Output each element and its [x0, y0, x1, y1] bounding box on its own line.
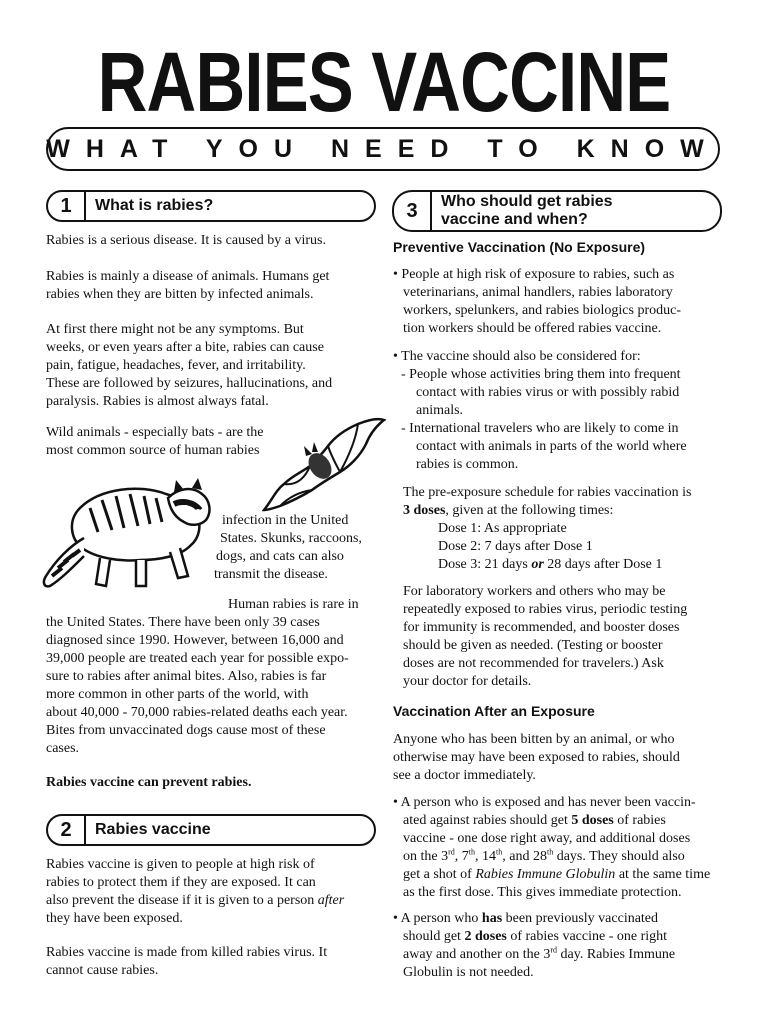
sec3-bullet-never-vaccinated: • A person who is exposed and has never been vaccin- ated against rabies should get 5 doses of rabies vaccine - one dose right away, and additional doses on the 3rd, 7th, 14th, and 28th days. They should also get a shot of Rabies Immune Globulin at the same time as the first dose. This gives immediate protection. — [393, 795, 711, 900]
sec1-bold-statement: Rabies vaccine can prevent rabies. — [46, 775, 252, 790]
section-2-title: Rabies vaccine — [95, 821, 211, 838]
sec3-after-exposure-text: Anyone who has been bitten by an animal, or who otherwise may have been exposed to rabies, should see a doctor immediately. — [393, 732, 680, 783]
sec1-paragraph-4a: Wild animals - especially bats - are the most common source of human rabies — [46, 425, 264, 458]
section-3-title: Who should get rabies vaccine and when? — [441, 193, 613, 228]
section-1-title: What is rabies? — [95, 197, 214, 214]
sec1-paragraph-3: At first there might not be any symptoms. But weeks, or even years after a bite, rabies can cause pain, fatigue, headaches, fever, and irritability. These are followed by seizures, hallucinations, and paralysis. Rabies is almost always fatal. — [46, 322, 333, 409]
sec3-heading-preventive: Preventive Vaccination (No Exposure) — [393, 239, 646, 255]
subtitle-banner: WHAT YOU NEED TO KNOW — [46, 127, 720, 171]
sec1-paragraph-2: Rabies is mainly a disease of animals. Humans get rabies when they are bitten by infected animals. — [46, 269, 330, 302]
bat-illustration — [262, 414, 386, 514]
sec1-paragraph-4b: infection in the United States. Skunks, raccoons, dogs, and cats can also transmit the disease. — [214, 513, 362, 582]
sec3-bullet-previously-vaccinated: • A person who has been previously vaccinated should get 2 doses of rabies vaccine - one right away and another on the 3rd day. Rabies Immune Globulin is not needed. — [393, 911, 676, 980]
section-1-number: 1 — [48, 192, 86, 220]
section-3-header — [392, 190, 722, 232]
sec1-paragraph-1: Rabies is a serious disease. It is caused by a virus. — [46, 233, 326, 248]
sec1-paragraph-5: Human rabies is rare in the United States. There have been only 39 cases diagnosed since 1990. However, between 16,000 and 39,000 people are treated each year for possible expo- sure to rabies after animal bites. Also, rabies is far more common in other parts of the world, with about 40,000 - 70,000 rabies-related deaths each year. Bites from unvaccinated dogs cause most of these cases. — [46, 597, 359, 756]
raccoon-illustration — [40, 468, 216, 596]
section-2-number: 2 — [48, 816, 86, 844]
section-3-number: 3 — [394, 192, 432, 230]
sec3-lab-workers: For laboratory workers and others who may be repeatedly exposed to rabies virus, periodic testing for immunity is recommended, and booster doses should be given as needed. (Testing or booster doses are not recommended for travelers.) Ask your doctor for details. — [403, 584, 688, 689]
sec2-paragraph-1: Rabies vaccine is given to people at high risk of rabies to protect them if they are exposed. It can also prevent the disease if it is given to a person after they have been exposed. — [46, 857, 345, 926]
section-1-header — [46, 190, 376, 222]
sec3-bullet-considered: • The vaccine should also be considered for: - People whose activities bring them into frequent contact with rabies virus or with possibly rabid animals. - International travelers who are likely to come in contact with animals in parts of the world where rabies is common. — [393, 349, 687, 472]
sec3-bullet-high-risk: • People at high risk of exposure to rabies, such as veterinarians, animal handlers, rabies laboratory workers, spelunkers, and rabies biologics produc- tion workers should be offered rabies vaccine. — [393, 267, 681, 336]
dose-1: Dose 1: As appropriate — [438, 521, 567, 536]
sec2-paragraph-2: Rabies vaccine is made from killed rabies virus. It cannot cause rabies. — [46, 945, 328, 978]
sec3-heading-after-exposure: Vaccination After an Exposure — [393, 703, 595, 719]
dose-3: Dose 3: 21 days or 28 days after Dose 1 — [438, 557, 663, 572]
sec3-schedule: The pre-exposure schedule for rabies vaccination is 3 doses, given at the following times: Dose 1: As appropriate Dose 2: 7 days after Dose 1 Dose 3: 21 days or 28 days after Dose 1 — [403, 485, 692, 572]
dose-2: Dose 2: 7 days after Dose 1 — [438, 539, 593, 554]
page-title: RABIES VACCINE — [97, 35, 671, 129]
section-2-header — [46, 814, 376, 846]
